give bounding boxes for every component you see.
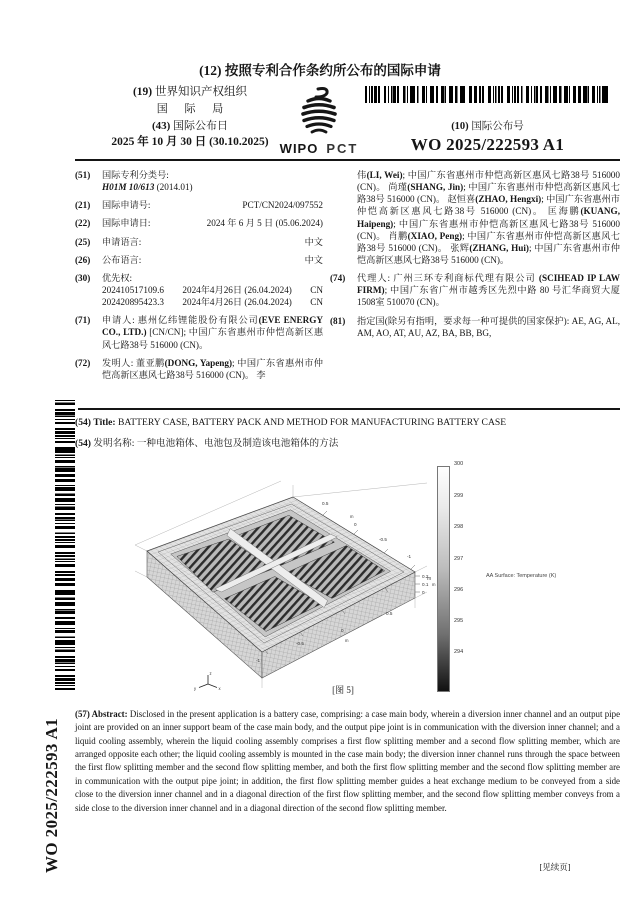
inventors-continuation-text: 伟(LI, Wei); 中国广东省惠州市仲恺高新区惠风七路38号 516000 (CN)。 尚瑾(SHANG, Jin); 中国广东省惠州市仲恺高新区惠风七路38号 516000 (CN)。 赵恒喜(ZHAO, Hengxi); 中国广东省惠州市仲恺高新区惠风七路38号 516000 (CN)。 匡海鹏(KUANG, Haipeng); 中国广东省惠州市仲恺高新区惠风七路38号 516000 (CN)。 肖鹏(XIAO, Peng); 中国广东省惠州市仲恺高新区惠风七路38号 516000 (CN)。 张辉(ZHANG, Hui); 中国广东省惠州市仲恺高新区惠风七路38号 516000 (CN)。 (357, 170, 620, 265)
svg-text:y: y (194, 686, 197, 691)
field-number: (21) (75, 200, 91, 211)
field-number: (54) (75, 438, 91, 450)
colorbar-unit: m (427, 576, 432, 582)
field-30-priority (75, 272, 323, 308)
svg-text:0.1: 0.1 (422, 582, 429, 587)
field-number: (81) (330, 315, 346, 326)
colorbar-legend: AA Surface: Temperature (K) (486, 573, 557, 579)
agent-text: 代理人: 广州三环专利商标代理有限公司 (SCIHEAD IP LAW FIRM); 中国广东省广州市越秀区先烈中路 80 号汇华商贸大厦1508室 510070 (CN)。 (357, 273, 620, 308)
inventors-text: 发明人: 董亚鹏(DONG, Yapeng); 中国广东省惠州市仲恺高新区惠风七路38号 516000 (CN)。 李 (102, 357, 323, 380)
priority-country: CN (310, 297, 323, 308)
publication-date: 2025 年 10 月 30 日 (30.10.2025) (111, 136, 269, 149)
coordinate-triad-icon (194, 671, 222, 691)
ipc-code: H01M 10/613 (102, 182, 155, 193)
field-22-filing-date (75, 217, 323, 229)
field-72-inventors (75, 357, 323, 381)
international-bureau-label: 国 际 局 (156, 103, 231, 116)
svg-text:z: z (209, 671, 212, 676)
priority-number: 202420895423.3 (102, 297, 165, 308)
biblio-column-right (330, 169, 620, 345)
field-number: (51) (75, 170, 91, 180)
priority-entry (102, 284, 323, 296)
title-label: Title: (93, 417, 116, 428)
colorbar-tick: 298 (454, 524, 464, 530)
field-19-organization: (19) 世界知识产权组织 (132, 86, 248, 98)
abstract-section: (57) Abstract: Disclosed in the present application is a battery case, comprising: a case main body, wherein a diversion inner channel and an output pipe joint are provided on an inner support beam of the case main body, and the output pipe joint is in communication with the diversion inner channel; and a liquid cooling assembly, wherein the liquid cooling assembly comprises a first flow splitting member and a second flow splitting member, which are arranged opposite each other; the liquid cooling assembly is mounted in the case main body; the diversion inner channel runs through the space between the first flow splitting member and the second flow splitting member, and both the first flow splitting member and the second flow splitting member are in communication with the output pipe joint; in addition, the first flow splitting member guides a heat exchange medium to be conveyed from a side close to the diversion inner channel and in a diagonal direction of the first flow splitting member, and the second flow splitting member conveys from a side close to the diversion inner channel and in a diagonal direction of the second flow splitting member. (75, 709, 621, 813)
battery-case-simulation-plot (88, 455, 448, 700)
filing-language: 中文 (304, 236, 323, 247)
field-number: (54) (75, 417, 91, 428)
colorbar-tick: 300 (454, 461, 464, 467)
svg-text:m: m (432, 582, 436, 587)
continuation-note: [见续页] (539, 862, 571, 872)
field-label: 国际专利分类号: (102, 170, 169, 180)
field-label: 国际申请号: (102, 200, 151, 211)
field-10-label: (10) 国际公布号 (451, 121, 524, 132)
svg-text:x: x (218, 686, 221, 691)
field-21-application-number (75, 199, 323, 211)
temperature-colorbar (437, 466, 450, 692)
svg-text:m: m (345, 638, 349, 643)
publisher-block (92, 84, 288, 152)
field-51-ipc (75, 169, 323, 193)
publication-number-block (365, 86, 610, 155)
colorbar-tick: 296 (454, 587, 464, 593)
svg-text:0: 0 (341, 628, 344, 633)
svg-text:m: m (350, 514, 354, 519)
colorbar-tick: 295 (454, 618, 464, 624)
field-number: (74) (330, 273, 346, 284)
priority-date: 2024年4月26日 (26.04.2024) (182, 297, 292, 308)
svg-text:0.5: 0.5 (386, 611, 393, 616)
ipc-version: (2014.01) (154, 182, 193, 193)
field-label: 申请语言: (102, 236, 142, 247)
priority-entry (102, 296, 323, 308)
field-label: 优先权: (102, 272, 133, 283)
filing-date: 2024 年 6 月 5 日 (05.06.2024) (206, 218, 323, 229)
priority-country: CN (310, 284, 323, 295)
figure-caption: [图 5] (332, 685, 354, 695)
svg-text:0: 0 (422, 590, 425, 595)
designated-states-text: 指定国(除另有指明，要求每一种可提供的国家保护): AE, AG, AL, AM, AO, AT, AU, AZ, BA, BB, BG, (357, 315, 620, 338)
svg-text:-1: -1 (407, 554, 412, 559)
field-26-publication-language (75, 254, 323, 266)
field-74-agent (330, 272, 620, 308)
svg-text:-1: -1 (256, 658, 261, 663)
field-43-label: (43) 国际公布日 (151, 119, 229, 132)
priority-number: 202410517109.6 (102, 284, 165, 295)
figure-5 (88, 455, 633, 703)
application-number: PCT/CN2024/097552 (242, 200, 323, 211)
colorbar-tick: 299 (454, 493, 464, 499)
field-25-filing-language (75, 236, 323, 248)
barcode-top (365, 86, 610, 103)
field-label: 国际申请日: (102, 218, 151, 229)
publication-language: 中文 (304, 254, 323, 265)
biblio-column-left (75, 169, 323, 387)
field-number: (26) (75, 254, 91, 265)
svg-text:-0.5: -0.5 (379, 537, 387, 542)
title-english (75, 417, 620, 429)
side-publication-number: WO 2025/222593 A1 (42, 717, 61, 873)
svg-text:0.5: 0.5 (322, 501, 329, 506)
field-number: (71) (75, 315, 91, 326)
svg-text:0.2: 0.2 (422, 574, 429, 579)
doc-type-line: (12) 按照专利合作条约所公布的国际申请 (199, 63, 441, 78)
applicant-text: 申请人: 惠州亿纬锂能股份有限公司(EVE ENERGY CO., LTD.) [CN/CN]; 中国广东省惠州市仲恺高新区惠风七路38号 516000 (CN)。 (102, 315, 324, 350)
svg-text:-0.5: -0.5 (296, 641, 304, 646)
field-number: (22) (75, 218, 91, 229)
title-divider (78, 408, 620, 410)
wipo-globe-icon (294, 85, 344, 135)
wipo-pct-wordmark (281, 141, 357, 156)
field-81-designated-states (330, 315, 620, 339)
inventors-continuation (330, 169, 620, 266)
wipo-label: WIPO (279, 141, 319, 156)
barcode-side (55, 398, 75, 690)
title-section (75, 417, 620, 460)
title-chinese (75, 438, 620, 450)
pct-label: PCT (326, 141, 359, 156)
header-divider (75, 159, 620, 161)
field-number: (25) (75, 236, 91, 247)
field-number: (72) (75, 357, 91, 368)
priority-date: 2024年4月26日 (26.04.2024) (182, 284, 292, 295)
title-text-zh: 一种电池箱体、电池包及制造该电池箱体的方法 (136, 438, 339, 450)
title-text-en: BATTERY CASE, BATTERY PACK AND METHOD FOR MANUFACTURING BATTERY CASE (118, 417, 507, 428)
colorbar-tick: 297 (454, 556, 464, 562)
publication-number: WO 2025/222593 A1 (410, 135, 565, 154)
field-71-applicant (75, 314, 323, 350)
colorbar-tick: 294 (454, 649, 464, 655)
wipo-logo-block (281, 85, 357, 156)
svg-text:0: 0 (354, 522, 357, 527)
field-number: (30) (75, 272, 91, 283)
title-label: 发明名称: (93, 438, 135, 450)
field-label: 公布语言: (102, 254, 142, 265)
